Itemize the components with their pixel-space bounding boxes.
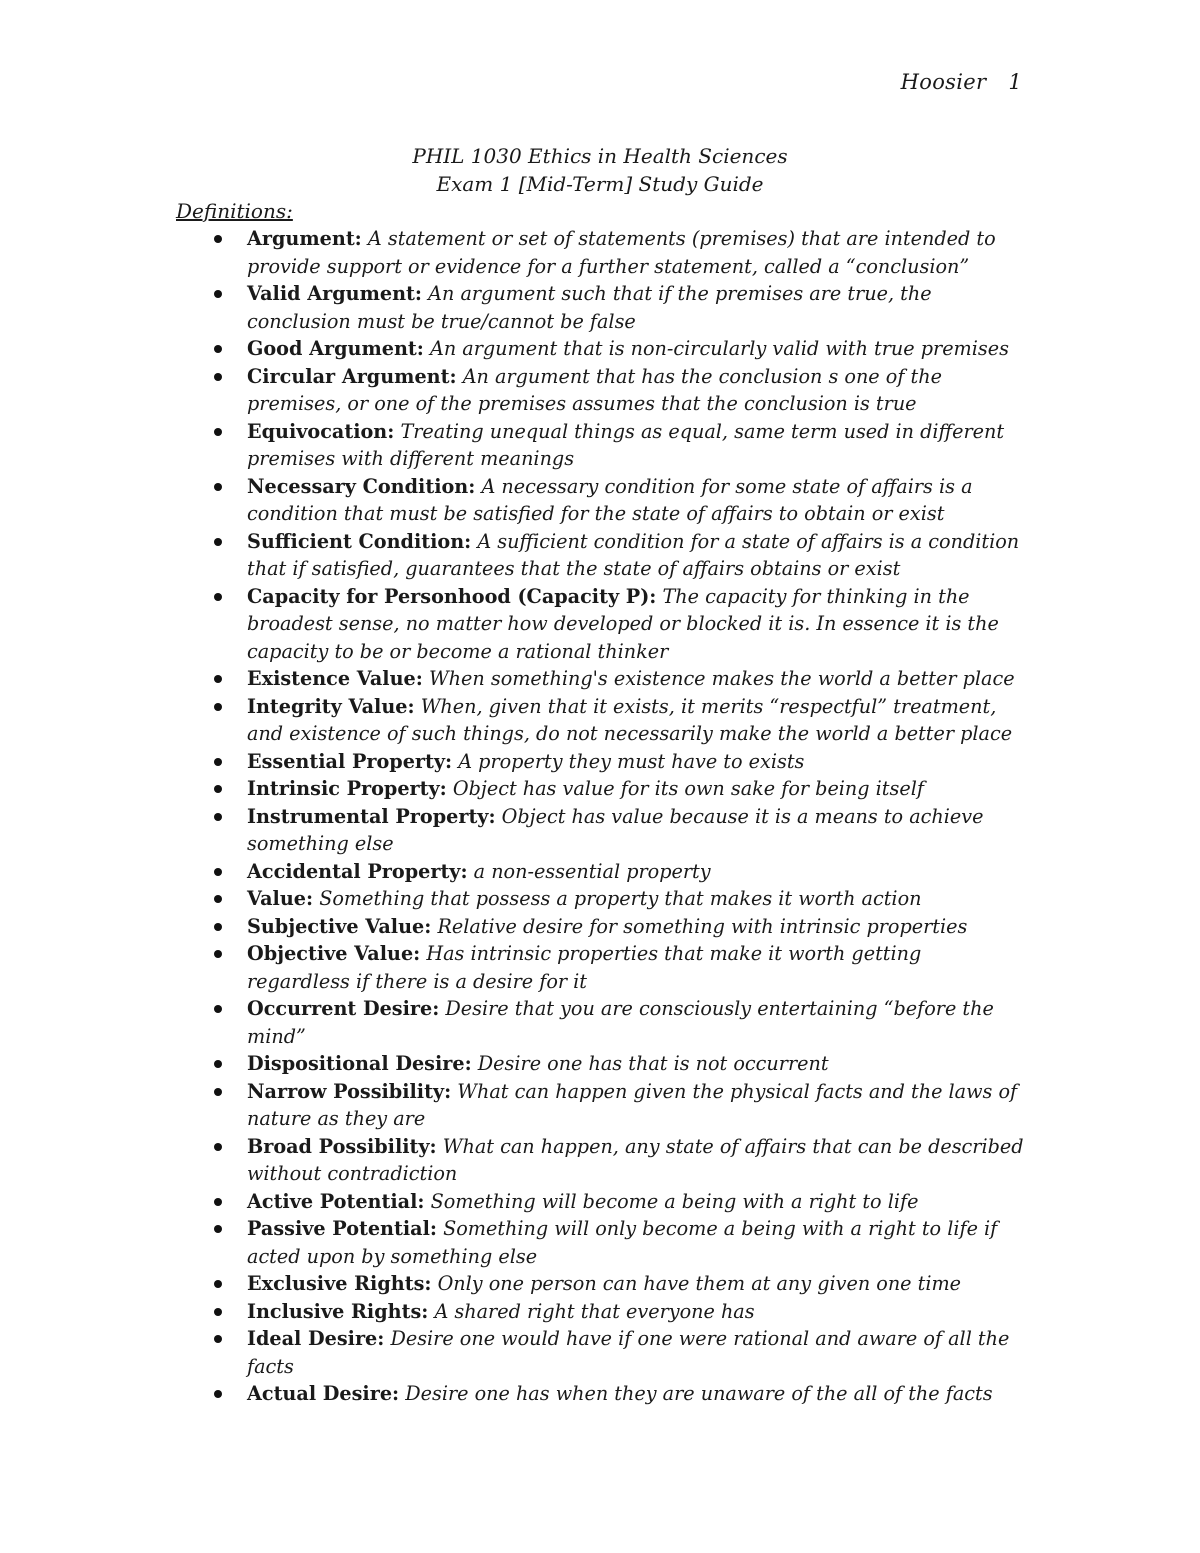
definition-term: Occurrent Desire: (247, 997, 440, 1020)
definition-description: Has intrinsic properties that make it worth getting regardless if there is a desire for it (247, 942, 922, 993)
definition-description: An argument that is non-circularly valid with true premises (429, 337, 1009, 360)
definition-item (247, 583, 1027, 666)
bullet-icon (214, 895, 222, 903)
bullet-icon (214, 813, 222, 821)
bullet-icon (214, 1335, 222, 1343)
definition-item (247, 280, 1027, 335)
definition-description: An argument that has the conclusion s one of the premises, or one of the premises assumes that the conclusion is true (247, 364, 942, 415)
definition-description: Desire one has that is not occurrent (477, 1052, 829, 1075)
definition-term: Active Potential: (247, 1189, 425, 1213)
definition-item (247, 803, 1027, 858)
definition-description: A shared right that everyone has (434, 1299, 755, 1323)
definition-item (247, 418, 1027, 473)
definition-term: Exclusive Rights: (247, 1272, 432, 1295)
definition-item (247, 1215, 1027, 1270)
definition-term: Intrinsic Property: (247, 777, 447, 800)
bullet-icon (214, 758, 222, 766)
definition-item (247, 1380, 1027, 1408)
definition-description: Desire one would have if one were rational and aware of all the facts (247, 1327, 1010, 1378)
page-header (901, 70, 1022, 94)
definition-item (247, 225, 1027, 280)
definition-item (247, 885, 1027, 913)
bullet-icon (214, 1225, 222, 1233)
definition-term: Capacity for Personhood (Capacity P): (247, 584, 657, 608)
definition-item (247, 1298, 1027, 1326)
definition-item (247, 858, 1027, 886)
definition-term: Necessary Condition: (247, 474, 476, 498)
definition-item (247, 775, 1027, 803)
definition-description: What can happen given the physical facts and the laws of nature as they are (247, 1079, 1018, 1130)
definition-item (247, 748, 1027, 776)
definition-term: Inclusive Rights: (247, 1299, 429, 1323)
definition-item (247, 335, 1027, 363)
definition-description: Desire one has when they are unaware of the all of the facts (405, 1382, 993, 1405)
definition-description: A property they must have to exists (458, 749, 805, 773)
definition-term: Accidental Property: (247, 859, 468, 883)
definition-term: Dispositional Desire: (247, 1052, 472, 1075)
definition-description: A necessary condition for some state of affairs is a condition that must be satisfied for the state of affairs to obtain or exist (247, 474, 973, 525)
bullet-icon (214, 1308, 222, 1316)
definition-description: Something will only become a being with a right to life if acted upon by something else (247, 1217, 998, 1268)
definition-item (247, 1188, 1027, 1216)
bullet-icon (214, 538, 222, 546)
definition-item (247, 363, 1027, 418)
definition-term: Sufficient Condition: (247, 529, 472, 553)
definition-item (247, 913, 1027, 941)
definition-item (247, 940, 1027, 995)
definition-item (247, 1270, 1027, 1298)
definition-description: What can happen, any state of affairs that can be described without contradiction (247, 1134, 1024, 1185)
definition-term: Ideal Desire: (247, 1327, 385, 1350)
bullet-icon (214, 345, 222, 353)
bullet-icon (214, 675, 222, 683)
definition-term: Broad Possibility: (247, 1134, 437, 1158)
definition-description: A sufficient condition for a state of affairs is a condition that if satisfied, guarantees that the state of affairs obtains or exist (247, 529, 1020, 580)
definition-description: Object has value because it is a means to achieve something else (247, 804, 984, 855)
definition-term: Argument: (247, 227, 362, 250)
definition-description: Something will become a being with a right to life (430, 1189, 919, 1213)
bullet-icon (214, 373, 222, 381)
bullet-icon (214, 593, 222, 601)
definition-description: Relative desire for something with intrinsic properties (437, 914, 968, 938)
definition-item (247, 1325, 1027, 1380)
definition-term: Instrumental Property: (247, 804, 496, 828)
header-page-number: 1 (1008, 70, 1022, 94)
definition-description: Only one person can have them at any given one time (437, 1272, 962, 1295)
definition-item (247, 995, 1027, 1050)
definition-term: Essential Property: (247, 749, 453, 773)
bullet-icon (214, 1088, 222, 1096)
definition-term: Equivocation: (247, 419, 395, 443)
definition-description: Treating unequal things as equal, same term used in different premises with different meanings (247, 419, 1005, 470)
definition-term: Objective Value: (247, 942, 421, 965)
bullet-icon (214, 1390, 222, 1398)
bullet-icon (214, 1060, 222, 1068)
bullet-icon (214, 950, 222, 958)
bullet-icon (214, 290, 222, 298)
definition-item (247, 1050, 1027, 1078)
definition-item (247, 473, 1027, 528)
course-title: PHIL 1030 Ethics in Health Sciences (412, 144, 788, 168)
definition-description: Object has value for its own sake for being itself (452, 777, 924, 800)
bullet-icon (214, 1198, 222, 1206)
bullet-icon (214, 785, 222, 793)
bullet-icon (214, 428, 222, 436)
definition-description: The capacity for thinking in the broadest sense, no matter how developed or blocked it is. In essence it is the capacity to be or become a rational thinker (247, 584, 999, 663)
definition-term: Good Argument: (247, 337, 424, 360)
bullet-icon (214, 483, 222, 491)
bullet-icon (214, 1005, 222, 1013)
definition-term: Existence Value: (247, 667, 423, 690)
definition-term: Circular Argument: (247, 364, 457, 388)
definition-term: Passive Potential: (247, 1217, 437, 1240)
definition-item (247, 1133, 1027, 1188)
definition-term: Subjective Value: (247, 914, 432, 938)
definition-description: When, given that it exists, it merits “respectful” treatment, and existence of such things, do not necessarily make the world a better place (247, 694, 1013, 745)
definition-term: Integrity Value: (247, 694, 415, 718)
definition-description: Something that possess a property that makes it worth action (319, 887, 922, 910)
bullet-icon (214, 1143, 222, 1151)
definition-description: A statement or set of statements (premises) that are intended to provide support or evidence for a further statement, called a “conclusion” (247, 227, 996, 278)
definition-item (247, 665, 1027, 693)
bullet-icon (214, 703, 222, 711)
definition-description: When something's existence makes the world a better place (428, 667, 1015, 690)
definition-term: Narrow Possibility: (247, 1079, 452, 1103)
definitions-list (0, 225, 1200, 1408)
definition-item (247, 1078, 1027, 1133)
document-titles (0, 143, 1200, 198)
bullet-icon (214, 868, 222, 876)
guide-title: Exam 1 [Mid-Term] Study Guide (436, 171, 764, 196)
definition-term: Actual Desire: (247, 1382, 400, 1405)
header-author-name: Hoosier (900, 70, 987, 94)
bullet-icon (214, 923, 222, 931)
definition-item (247, 693, 1027, 748)
definition-term: Valid Argument: (247, 282, 423, 305)
definition-description: a non-essential property (473, 859, 711, 883)
definition-term: Value: (247, 887, 314, 910)
bullet-icon (214, 235, 222, 243)
definition-description: Desire that you are consciously entertaining “before the mind” (247, 997, 994, 1048)
definitions-heading: Definitions: (176, 199, 293, 223)
definition-item (247, 528, 1027, 583)
bullet-icon (214, 1280, 222, 1288)
definition-description: An argument such that if the premises are true, the conclusion must be true/cannot be false (247, 282, 932, 333)
